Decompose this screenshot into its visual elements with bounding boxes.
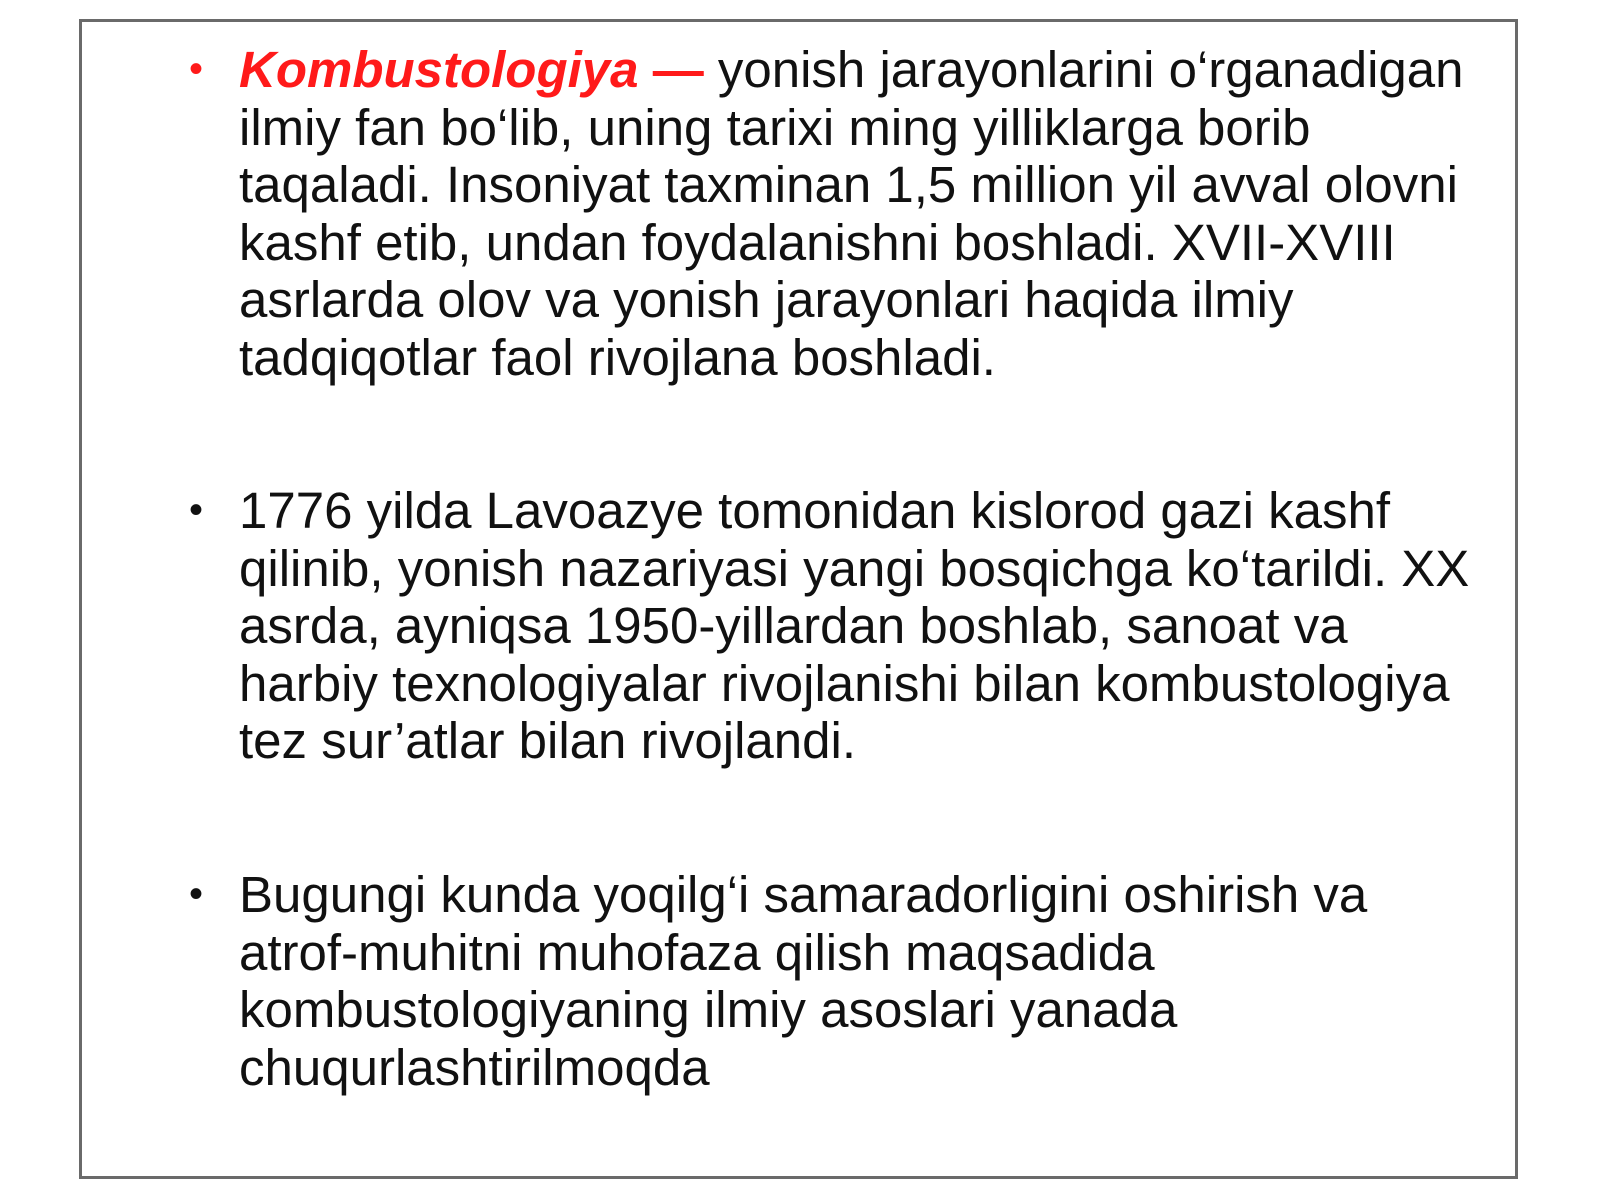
bullet-item-today <box>158 866 1498 1096</box>
bullet-icon: • <box>188 47 203 91</box>
bullet-icon: • <box>188 488 203 532</box>
bullet-text: 1776 yilda Lavoazye tomonidan kislorod gazi kashf qilinib, yonish nazariyasi yangi bosqichga ko‘tarildi. XX asrda, ayniqsa 1950-yillardan boshlab, sanoat va harbiy texnologiyalar rivojlanishi bilan kombustologiya tez sur’atlar bilan rivojlandi. <box>239 482 1470 769</box>
bullet-text: yonish jarayonlarini o‘rganadigan ilmiy fan bo‘lib, uning tarixi ming yilliklarga borib taqaladi. Insoniyat taxminan 1,5 million yil avval olovni kashf etib, undan foydalanishni boshladi. XVII-XVIII asrlarda olov va yonish jarayonlari haqida ilmiy tadqiqotlar faol rivojlana boshladi. <box>239 41 1464 386</box>
bullet-item-definition <box>158 41 1498 386</box>
bullet-item-history <box>158 482 1498 770</box>
content-frame <box>79 19 1518 1179</box>
term-highlight: Kombustologiya <box>239 41 653 98</box>
bullet-text: Bugungi kunda yoqilg‘i samaradorligini oshirish va atrof-muhitni muhofaza qilish maqsadida kombustologiyaning ilmiy asoslari yanada chuqurlashtirilmoqda <box>239 866 1368 1096</box>
term-dash: — <box>652 41 718 98</box>
bullet-icon: • <box>188 872 203 916</box>
